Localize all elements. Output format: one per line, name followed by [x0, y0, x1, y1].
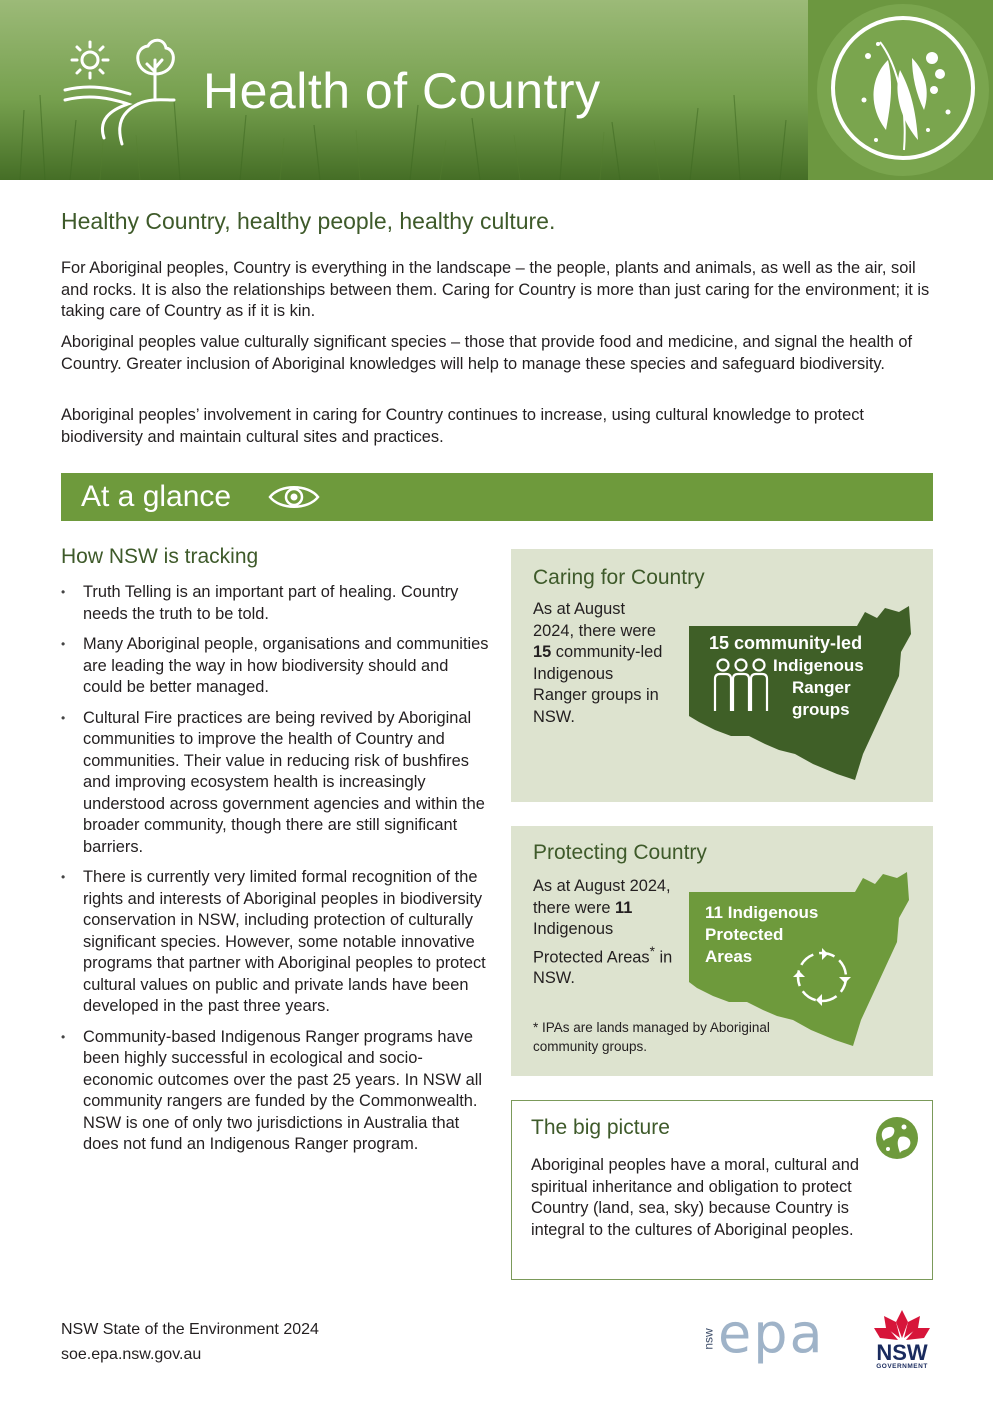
map-label: Ranger — [792, 678, 851, 697]
eye-icon — [268, 482, 320, 512]
footer-url[interactable]: soe.epa.nsw.gov.au — [61, 1346, 202, 1363]
intro-paragraph: Aboriginal peoples value culturally significant species – those that provide food and medicine, and signal the health of Country. Greater inclusion of Aboriginal knowledges will help to manage these species and safeguard biodiversity. — [61, 333, 913, 373]
protected-cycle-icon — [787, 942, 857, 1012]
footnote: * IPAs are lands managed by Aboriginal community groups. — [533, 1020, 770, 1054]
list-item: • Community-based Indigenous Ranger programs have been highly successful in ecological and socio-economic outcomes over the past 25 years. In NSW all community rangers are funded by the Commonwealth. NSW is one of only two jurisdictions in Australia that does not fund an Indigenous Ranger program. — [61, 1027, 489, 1156]
list-item: • Many Aboriginal people, organisations and communities are leading the way in how biodiversity should and could be better managed. — [61, 634, 489, 699]
map-label: groups — [792, 700, 850, 719]
map-label: Indigenous — [773, 656, 864, 675]
list-item: • There is currently very limited formal recognition of the rights and interests of Aboriginal peoples in biodiversity conservation in NSW, including protection of culturally significant species. However, some notable innovative programs that partner with Aboriginal peoples to protect cultural values on public and private lands have been developed in the past three years. — [61, 867, 489, 1018]
list-item: • Truth Telling is an important part of healing. Country needs the truth to be told. — [61, 582, 489, 625]
page-title: Health of Country — [203, 63, 601, 119]
map-label: 11 Indigenous — [705, 903, 819, 922]
map-label: 15 community-led — [709, 633, 863, 653]
header-banner — [0, 0, 993, 180]
tracking-heading: How NSW is tracking — [61, 545, 259, 568]
panel-title: Protecting Country — [533, 841, 707, 864]
section-title: At a glance — [81, 480, 232, 513]
landscape-logo-icon — [60, 38, 180, 148]
map-label: Areas — [705, 947, 753, 966]
aboriginal-art-badge-icon — [808, 0, 993, 180]
panel-title: Caring for Country — [533, 566, 705, 589]
big-picture-text: Aboriginal peoples have a moral, cultural and spiritual inheritance and obligation to protect Country (land, sea, sky) because Country is integral to the cultures of Aboriginal peoples. — [531, 1156, 860, 1239]
people-group-icon — [709, 655, 773, 717]
panel-text: As at August 2024, there were 11 Indigenous Protected Areas* in NSW. — [533, 877, 673, 988]
epa-wordmark: epa — [718, 1302, 825, 1365]
intro-paragraph: For Aboriginal peoples, Country is everything in the landscape – the people, plants and animals, as well as the air, soil and rocks. It is also the relationships between them. Caring for Country is more than just caring for the environment; it is taking care of Country as if it is kin. — [61, 259, 930, 320]
waratah-flower-icon — [870, 1308, 934, 1342]
big-picture-title: The big picture — [531, 1116, 670, 1139]
intro-paragraph: Aboriginal peoples’ involvement in caring for Country continues to increase, using cultural knowledge to protect biodiversity and maintain cultural sites and practices. — [61, 406, 864, 446]
tracking-list — [61, 582, 489, 1165]
caring-for-country-panel — [511, 549, 933, 802]
footer-report-title: NSW State of the Environment 2024 — [61, 1321, 319, 1338]
nsw-government-logo — [870, 1308, 934, 1374]
epa-nsw-label: nsw — [701, 1328, 716, 1350]
big-picture-box — [511, 1100, 933, 1280]
protecting-country-panel — [511, 826, 933, 1076]
list-item: • Cultural Fire practices are being revived by Aboriginal communities to improve the health of Country and communities. Their value in reducing risk of bushfires and improving ecosystem health is increasingly understood across government agencies and within the broader community, though there are still significant barriers. — [61, 708, 489, 859]
at-a-glance-bar — [61, 473, 933, 521]
nsw-wordmark: NSW — [876, 1340, 928, 1365]
map-label: Protected — [705, 925, 784, 944]
government-wordmark: GOVERNMENT — [876, 1363, 928, 1370]
panel-text: As at August 2024, there were 15 community-led Indigenous Ranger groups in NSW. — [533, 600, 663, 726]
tagline: Healthy Country, healthy people, healthy culture. — [61, 208, 556, 234]
